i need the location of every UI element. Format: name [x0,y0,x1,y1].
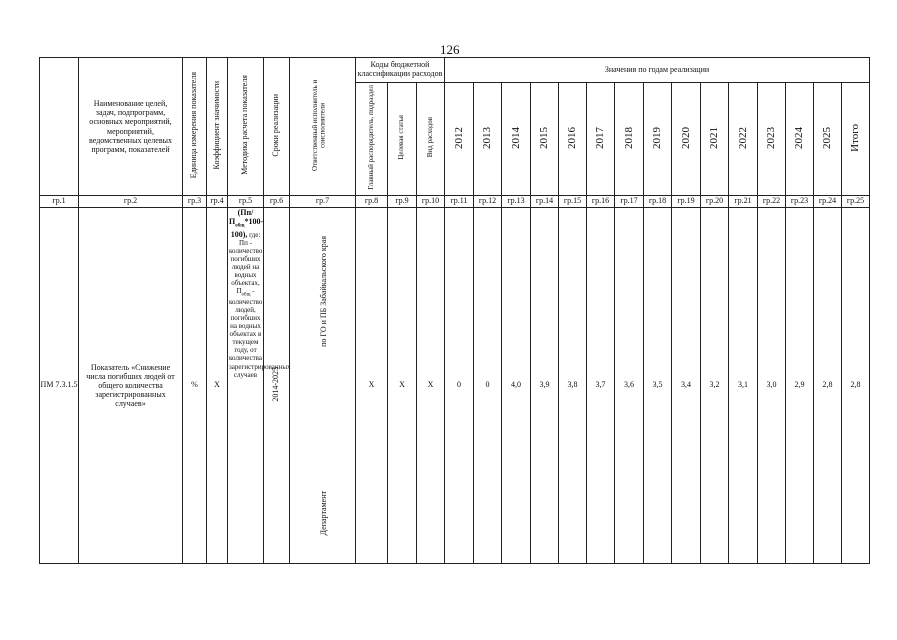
executor-wrap [294,236,355,536]
column-number: гр.14 [531,196,559,208]
row-value: 3,6 [615,208,644,564]
header-method [228,58,264,196]
header-kbk1-text: Главный распорядитель, подраздел [366,85,375,190]
column-number: гр.5 [228,196,264,208]
header-year-text: 2021 [708,126,721,149]
header-col1 [40,58,79,196]
header-method-text: Методика расчета показателя [240,75,250,176]
column-number: гр.7 [290,196,356,208]
header-year [672,83,701,196]
column-number: гр.18 [644,196,672,208]
header-name-text: Наименование целей, задач, подпрограмм, основных мероприятий, мероприятий, ведомственных целевых программ, показателей [89,98,172,154]
header-total [842,83,870,196]
header-total-text: Итого [849,123,862,152]
row-value: 2,9 [786,208,814,564]
header-year-text: 2019 [651,126,664,149]
column-number: гр.12 [474,196,502,208]
header-executor-text: Ответственный исполнитель и соисполнители [310,79,327,171]
page-number: 126 [440,42,460,57]
header-year-text: 2013 [481,126,494,149]
formula-body: где: Пп - количество погибших людей на водных объектах, П [229,230,263,295]
column-number: гр.13 [502,196,531,208]
header-year-text: 2012 [452,126,465,149]
row-value: 3,0 [758,208,786,564]
executor-line2: по ГО и ПБ Забайкальского края [319,235,329,347]
header-year [758,83,786,196]
header-executor [290,58,356,196]
header-year-text: 2024 [793,126,806,149]
row-value: 2,8 [814,208,842,564]
column-number: гр.15 [559,196,587,208]
row-name-text: Показатель «Снижение числа погибших людей от общего количества зарегистрированных случаев» [86,362,175,409]
formula-tail: *100-100), [230,217,264,239]
formula-head: (Пп/П [229,208,254,227]
header-term [264,58,290,196]
header-coef-text: Коэффициент значимости [211,80,221,170]
row-name [79,208,183,564]
header-term-text: Сроки реализации [271,93,281,157]
header-year [559,83,587,196]
header-kbk3-text: Вид расходов [425,117,434,158]
column-number: гр.9 [388,196,417,208]
row-kbk3: Х [417,208,445,564]
column-number: гр.17 [615,196,644,208]
row-term [264,208,290,564]
header-row-top [40,58,870,83]
formula-text [228,208,291,379]
column-number: гр.21 [729,196,758,208]
row-value: 3,4 [672,208,701,564]
header-year-text: 2025 [821,126,834,149]
row-value: 3,1 [729,208,758,564]
column-number: гр.2 [79,196,183,208]
indicator-table [39,57,870,564]
column-number: гр.19 [672,196,701,208]
header-year [474,83,502,196]
table-row [40,208,870,564]
row-kbk2: Х [388,208,417,564]
column-number: гр.10 [417,196,445,208]
column-number: гр.23 [786,196,814,208]
row-term-text: 2014-2025 [271,366,281,402]
formula-rest: - количество людей, погибших на водных объектах в текущем году, от количества зарегистрированных случаев [229,287,291,379]
header-year [814,83,842,196]
column-number: гр.20 [701,196,729,208]
row-value: 3,9 [531,208,559,564]
header-year-text: 2014 [509,126,522,149]
executor-line1: Департамент [319,491,329,536]
header-kbk2-text: Целевая статья [397,115,406,160]
column-number: гр.6 [264,196,290,208]
row-kbk1: Х [356,208,388,564]
header-kbk2 [388,83,417,196]
row-coef: Х [207,208,228,564]
header-year [786,83,814,196]
row-value: 3,5 [644,208,672,564]
column-number: гр.1 [40,196,79,208]
row-value: 3,7 [587,208,615,564]
header-year-text: 2022 [736,126,749,149]
column-number: гр.22 [758,196,786,208]
header-year-text: 2023 [765,126,778,149]
row-total: 2,8 [842,208,870,564]
header-year [701,83,729,196]
header-year [445,83,474,196]
header-unit [183,58,207,196]
header-year [531,83,559,196]
formula-sub2: общ [241,292,251,298]
row-value: 0 [445,208,474,564]
header-year [587,83,615,196]
column-number: гр.25 [842,196,870,208]
column-number: гр.24 [814,196,842,208]
column-number: гр.11 [445,196,474,208]
column-number-row [40,196,870,208]
header-year [502,83,531,196]
header-values-group: Значения по годам реализации [445,58,870,83]
column-number: гр.8 [356,196,388,208]
header-kbk1 [356,83,388,196]
header-year [644,83,672,196]
column-number: гр.3 [183,196,207,208]
header-year [615,83,644,196]
header-year-text: 2016 [566,126,579,149]
header-kbk3 [417,83,445,196]
header-year [729,83,758,196]
row-executor [290,208,356,564]
row-value: 3,8 [559,208,587,564]
header-unit-text: Единица измерения показателя [189,72,199,179]
header-budget-group: Коды бюджетной классификации расходов [356,58,445,83]
column-number: гр.16 [587,196,615,208]
header-coef [207,58,228,196]
row-code: ПМ 7.3.1.5 [40,208,79,564]
row-value: 3,2 [701,208,729,564]
formula-sub1: общ [235,223,245,229]
column-number: гр.4 [207,196,228,208]
header-year-text: 2018 [622,126,635,149]
header-year-text: 2017 [594,126,607,149]
row-value: 0 [474,208,502,564]
header-year-text: 2015 [538,126,551,149]
row-unit: % [183,208,207,564]
header-name [79,58,183,196]
row-value: 4,0 [502,208,531,564]
header-year-text: 2020 [679,126,692,149]
